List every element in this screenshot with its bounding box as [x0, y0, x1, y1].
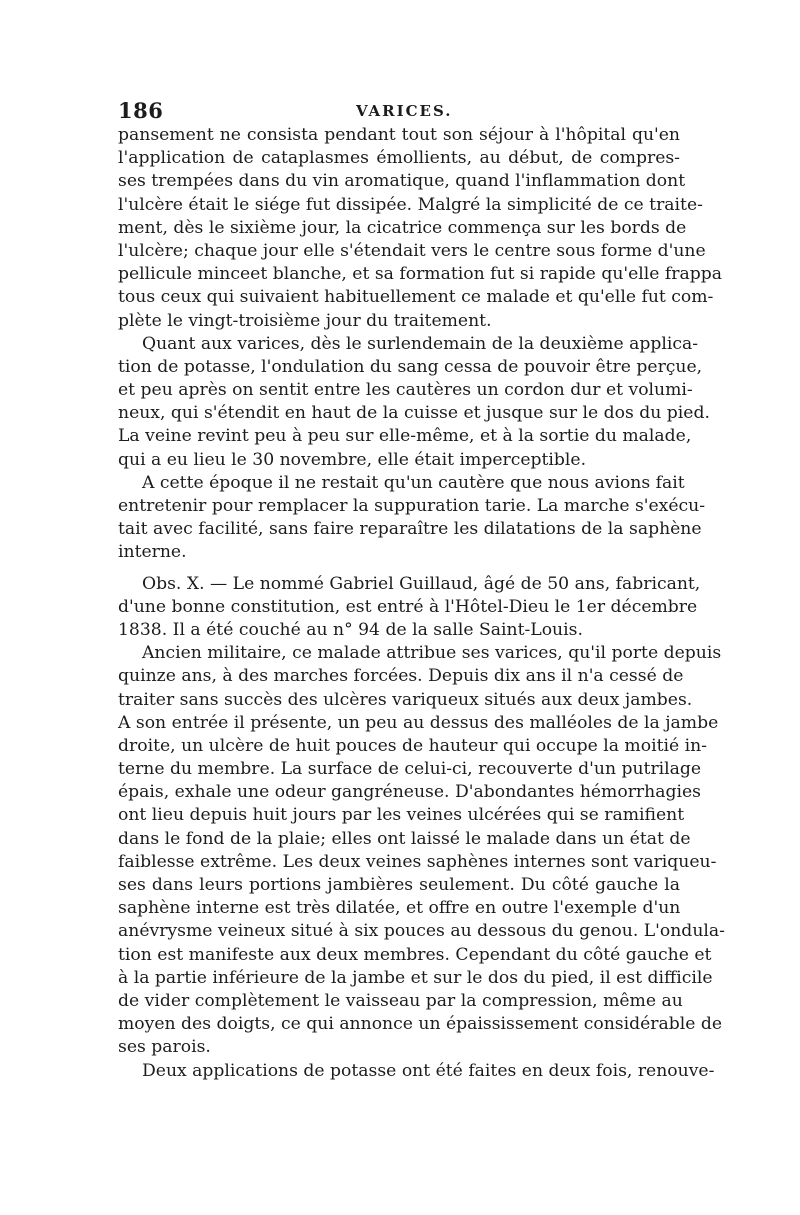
body-text: [118, 124, 725, 1083]
text-line: faiblesse extrême. Les deux veines saphènes internes sont variqueu-: [118, 851, 717, 872]
text-line: à la partie inférieure de la jambe et sur le dos du pied, il est difficile: [118, 967, 713, 988]
text-line: 1838. Il a été couché au n° 94 de la salle Saint-Louis.: [118, 619, 583, 640]
text-line: A cette époque il ne restait qu'un cautère que nous avions fait: [142, 472, 685, 493]
text-line: plète le vingt-troisième jour du traitement.: [118, 310, 492, 331]
text-line: épais, exhale une odeur gangréneuse. D'abondantes hémorrhagies: [118, 782, 701, 803]
text-line: saphène interne est très dilatée, et offre en outre l'exemple d'un: [118, 898, 681, 919]
text-line: tion est manifeste aux deux membres. Cependant du côté gauche et: [118, 944, 712, 965]
text-line: neux, qui s'étendit en haut de la cuisse et jusque sur le dos du pied.: [118, 403, 710, 424]
text-line: moyen des doigts, ce qui annonce un épaississement considérable de: [118, 1014, 723, 1035]
running-title: VARICES.: [356, 102, 453, 120]
text-line: anévrysme veineux situé à six pouces au dessous du genou. L'ondula-: [118, 921, 725, 942]
text-line: ses dans leurs portions jambières seulement. Du côté gauche la: [118, 875, 680, 895]
text-line: de vider complètement le vaisseau par la compression, même au: [118, 990, 683, 1011]
text-line: quinze ans, à des marches forcées. Depuis dix ans il n'a cessé de: [118, 666, 684, 687]
text-line: d'une bonne constitution, est entré à l'Hôtel-Dieu le 1er décembre: [118, 596, 698, 617]
text-line: entretenir pour remplacer la suppuration tarie. La marche s'exécu-: [118, 496, 706, 516]
text-line: tait avec facilité, sans faire reparaître les dilatations de la saphène: [118, 519, 702, 540]
text-line: Quant aux varices, dès le surlendemain de la deuxième applica-: [142, 333, 699, 354]
text-line: La veine revint peu à peu sur elle-même, et à la sortie du malade,: [118, 426, 692, 447]
text-line: Ancien militaire, ce malade attribue ses varices, qu'il porte depuis: [142, 643, 722, 664]
text-line: ont lieu depuis huit jours par les veines ulcérées qui se ramifient: [118, 805, 685, 826]
text-line: l'ulcère; chaque jour elle s'étendait vers le centre sous forme d'une: [118, 240, 706, 261]
text-line: pansement ne consista pendant tout son séjour à l'hôpital qu'en: [118, 125, 680, 145]
text-line: tous ceux qui suivaient habituellement ce malade et qu'elle fut com-: [118, 287, 714, 308]
text-line: terne du membre. La surface de celui-ci, recouverte d'un putrilage: [118, 759, 702, 780]
text-line: ses trempées dans du vin aromatique, quand l'inflammation dont: [118, 171, 686, 192]
text-line: interne.: [118, 542, 187, 563]
text-line: pellicule minceet blanche, et sa formation fut si rapide qu'elle frappa: [118, 264, 722, 285]
text-line: tion de potasse, l'ondulation du sang cessa de pouvoir être perçue,: [118, 356, 703, 377]
text-line: qui a eu lieu le 30 novembre, elle était imperceptible.: [118, 449, 587, 470]
text-line: ment, dès le sixième jour, la cicatrice commença sur les bords de: [118, 217, 687, 238]
text-line: dans le fond de la plaie; elles ont laissé le malade dans un état de: [118, 828, 691, 849]
text-line: ses parois.: [118, 1037, 211, 1058]
text-line: et peu après on sentit entre les cautères un cordon dur et volumi-: [118, 380, 693, 401]
text-line: l'application de cataplasmes émollients, au début, de compres-: [118, 148, 680, 169]
observation-heading-line: Obs. X. — Le nommé Gabriel Guillaud, âgé de 50 ans, fabricant,: [142, 573, 701, 594]
text-line: Deux applications de potasse ont été faites en deux fois, renouve-: [142, 1060, 715, 1081]
text-line: A son entrée il présente, un peu au dessus des malléoles de la jambe: [118, 712, 719, 733]
text-line: l'ulcère était le siége fut dissipée. Malgré la simplicité de ce traite-: [118, 194, 703, 215]
text-line: traiter sans succès des ulcères variqueux situés aux deux jambes.: [118, 689, 693, 710]
page-number: 186: [118, 98, 164, 123]
text-line: droite, un ulcère de huit pouces de hauteur qui occupe la moitié in-: [118, 735, 707, 756]
